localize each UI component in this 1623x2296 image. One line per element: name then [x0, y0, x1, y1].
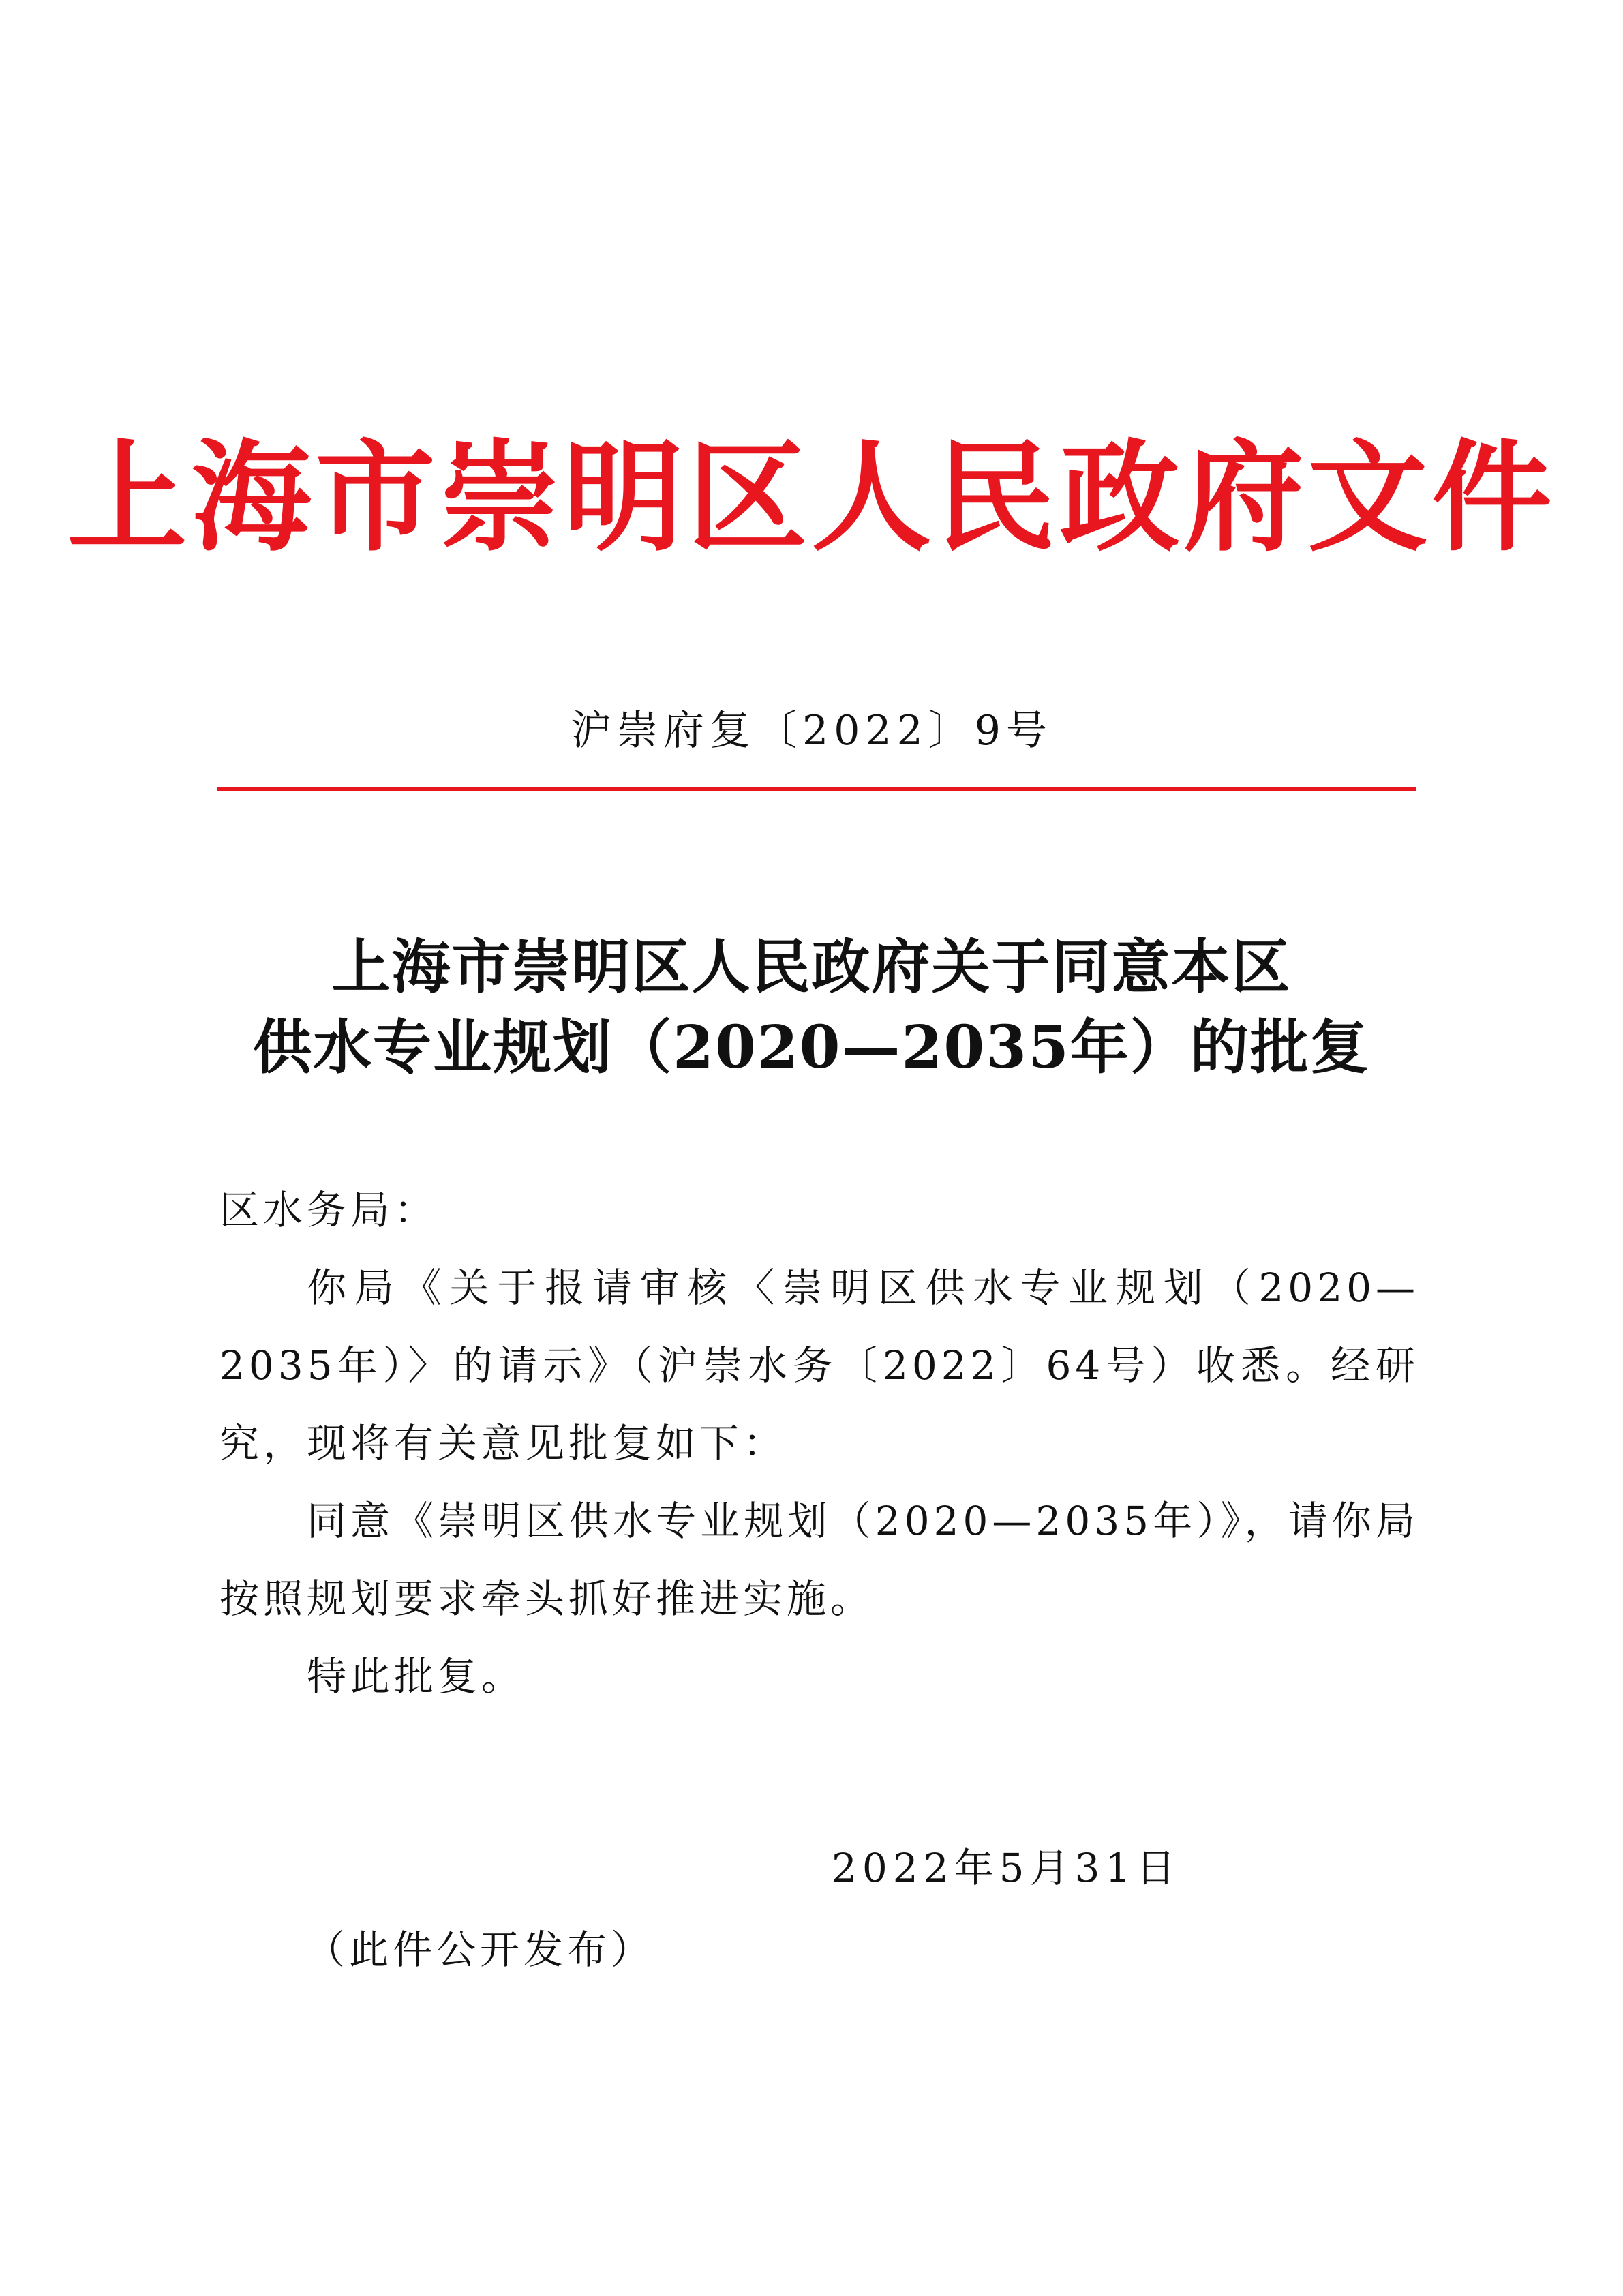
- red-divider-line: [217, 787, 1416, 791]
- issue-date: 2022年5月31日: [832, 1845, 1181, 1891]
- body-paragraph-2: 同意《崇明区供水专业规划（2020—2035年）》，请你局按照规划要求牵头抓好推进实施。: [219, 1498, 1419, 1622]
- body-paragraph-1: 你局《关于报请审核〈崇明区供水专业规划（2020—2035年）〉的请示》（沪崇水务〔2022〕64号）收悉。经研究，现将有关意见批复如下：: [219, 1265, 1419, 1466]
- salutation: 区水务局：: [219, 1187, 438, 1233]
- publication-note: （此件公开发布）: [305, 1927, 655, 1973]
- document-title: [0, 927, 1623, 1088]
- document-number: 沪崇府复〔2022〕9号: [571, 707, 1052, 755]
- document-title-line-2: 供水专业规划（2020—2035年）的批复: [253, 1013, 1370, 1082]
- masthead-title: 上海市崇明区人民政府文件: [67, 427, 1556, 568]
- document-title-line-1: 上海市崇明区人民政府关于同意本区: [331, 933, 1292, 1001]
- body-paragraph-3: 特此批复。: [307, 1653, 526, 1700]
- document-body: [219, 1171, 1419, 1715]
